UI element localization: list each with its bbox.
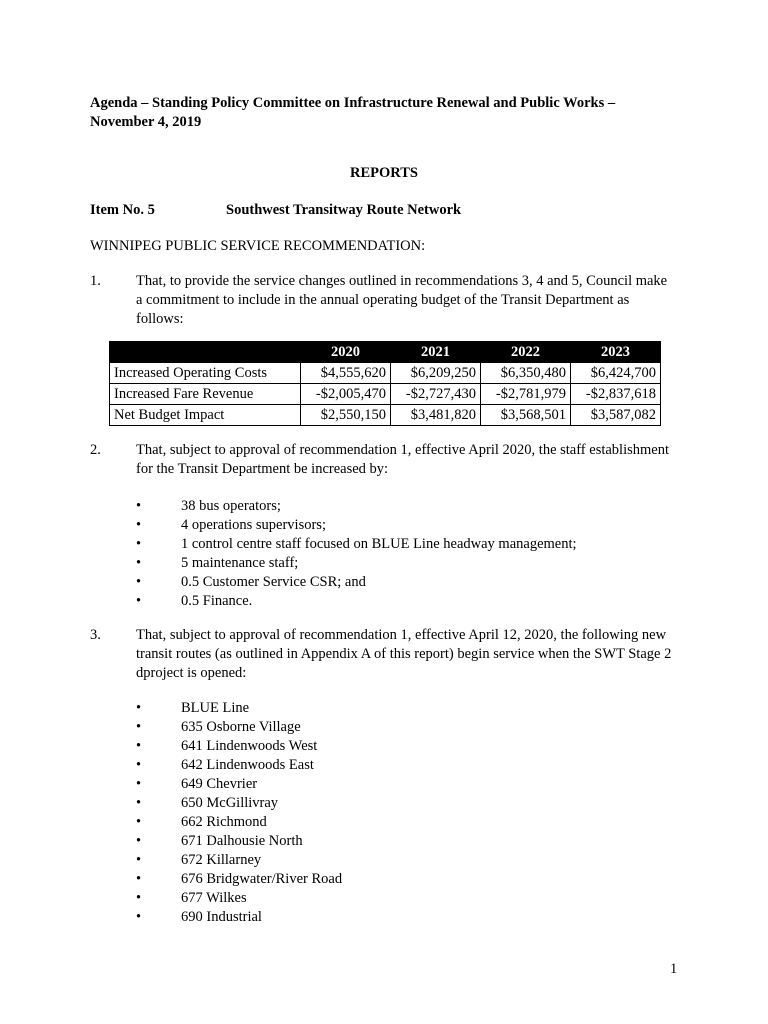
bullet-icon: •	[136, 795, 142, 811]
agenda-header-line1: Agenda – Standing Policy Committee on Infrastructure Renewal and Public Works –	[90, 95, 616, 111]
bullet-icon: •	[136, 871, 142, 887]
routes-list	[136, 699, 342, 927]
agenda-header-line2: November 4, 2019	[90, 114, 202, 130]
table-cell: -$2,837,618	[571, 384, 661, 405]
bullet-icon: •	[136, 719, 142, 735]
table-cell: $3,568,501	[481, 405, 571, 426]
item-title: Southwest Transitway Route Network	[226, 202, 462, 218]
list-item: • BLUE Line	[136, 700, 250, 716]
bullet-icon: •	[136, 909, 142, 925]
list-item: • 642 Lindenwoods East	[136, 757, 314, 773]
header-cell	[110, 342, 301, 363]
bullet-icon: •	[136, 738, 142, 754]
table-row	[110, 405, 661, 426]
list-item: • 671 Dalhousie North	[136, 833, 303, 849]
table-cell: $6,350,480	[481, 363, 571, 384]
bullet-icon: •	[136, 536, 142, 552]
table-cell: $3,481,820	[391, 405, 481, 426]
rec2-number: 2.	[90, 442, 101, 458]
bullet-icon: •	[136, 517, 142, 533]
bullet-icon: •	[136, 776, 142, 792]
rec1-text: That, to provide the service changes outlined in recommendations 3, 4 and 5, Council make a commitment to include in the annual operating budget of the Transit Department as follows:	[136, 273, 668, 327]
list-item: • 5 maintenance staff;	[136, 555, 299, 571]
list-item: • 690 Industrial	[136, 909, 262, 925]
staff-list	[136, 497, 577, 611]
list-item: • 0.5 Finance.	[136, 593, 253, 609]
bullet-icon: •	[136, 498, 142, 514]
bullet-icon: •	[136, 555, 142, 571]
bullet-icon: •	[136, 574, 142, 590]
bullet-icon: •	[136, 700, 142, 716]
rec3-text: That, subject to approval of recommendation 1, effective April 12, 2020, the following new transit routes (as outlined in Appendix A of this report) begin service when the SWT Stage 2 dproject is opened:	[136, 627, 672, 681]
list-item: • 635 Osborne Village	[136, 719, 301, 735]
rec1-number: 1.	[90, 273, 101, 289]
row-label: Increased Fare Revenue	[110, 384, 301, 405]
list-item: • 677 Wilkes	[136, 890, 247, 906]
section-title: REPORTS	[350, 165, 418, 181]
table-cell: $6,424,700	[571, 363, 661, 384]
list-item: • 4 operations supervisors;	[136, 517, 326, 533]
item-number: Item No. 5	[90, 202, 155, 218]
row-label: Increased Operating Costs	[110, 363, 301, 384]
bullet-icon: •	[136, 890, 142, 906]
table-row	[110, 363, 661, 384]
table-cell: $6,209,250	[391, 363, 481, 384]
row-label: Net Budget Impact	[110, 405, 301, 426]
bullet-icon: •	[136, 593, 142, 609]
list-item: • 0.5 Customer Service CSR; and	[136, 574, 366, 590]
header-cell: 2020	[301, 342, 391, 363]
list-item: • 38 bus operators;	[136, 498, 281, 514]
page-number: 1	[670, 961, 678, 977]
table-cell: -$2,781,979	[481, 384, 571, 405]
table-row	[110, 384, 661, 405]
header-cell: 2021	[391, 342, 481, 363]
recommendation-heading: WINNIPEG PUBLIC SERVICE RECOMMENDATION:	[90, 238, 426, 254]
bullet-icon: •	[136, 833, 142, 849]
bullet-icon: •	[136, 852, 142, 868]
list-item: • 672 Killarney	[136, 852, 262, 868]
rec3-number: 3.	[90, 627, 101, 643]
table-cell: $3,587,082	[571, 405, 661, 426]
table-cell: -$2,005,470	[301, 384, 391, 405]
header-cell: 2022	[481, 342, 571, 363]
header-cell: 2023	[571, 342, 661, 363]
rec2-text: That, subject to approval of recommendation 1, effective April 2020, the staff establishment for the Transit Department be increased by:	[136, 442, 669, 477]
table-cell: $4,555,620	[301, 363, 391, 384]
list-item: • 641 Lindenwoods West	[136, 738, 318, 754]
list-item: • 676 Bridgwater/River Road	[136, 871, 343, 887]
list-item: • 650 McGillivray	[136, 795, 279, 811]
table-cell: $2,550,150	[301, 405, 391, 426]
bullet-icon: •	[136, 757, 142, 773]
bullet-icon: •	[136, 814, 142, 830]
table-cell: -$2,727,430	[391, 384, 481, 405]
list-item: • 649 Chevrier	[136, 776, 258, 792]
budget-table-header	[110, 342, 661, 363]
budget-table	[109, 341, 661, 426]
list-item: • 662 Richmond	[136, 814, 267, 830]
list-item: • 1 control centre staff focused on BLUE Line headway management;	[136, 536, 577, 552]
